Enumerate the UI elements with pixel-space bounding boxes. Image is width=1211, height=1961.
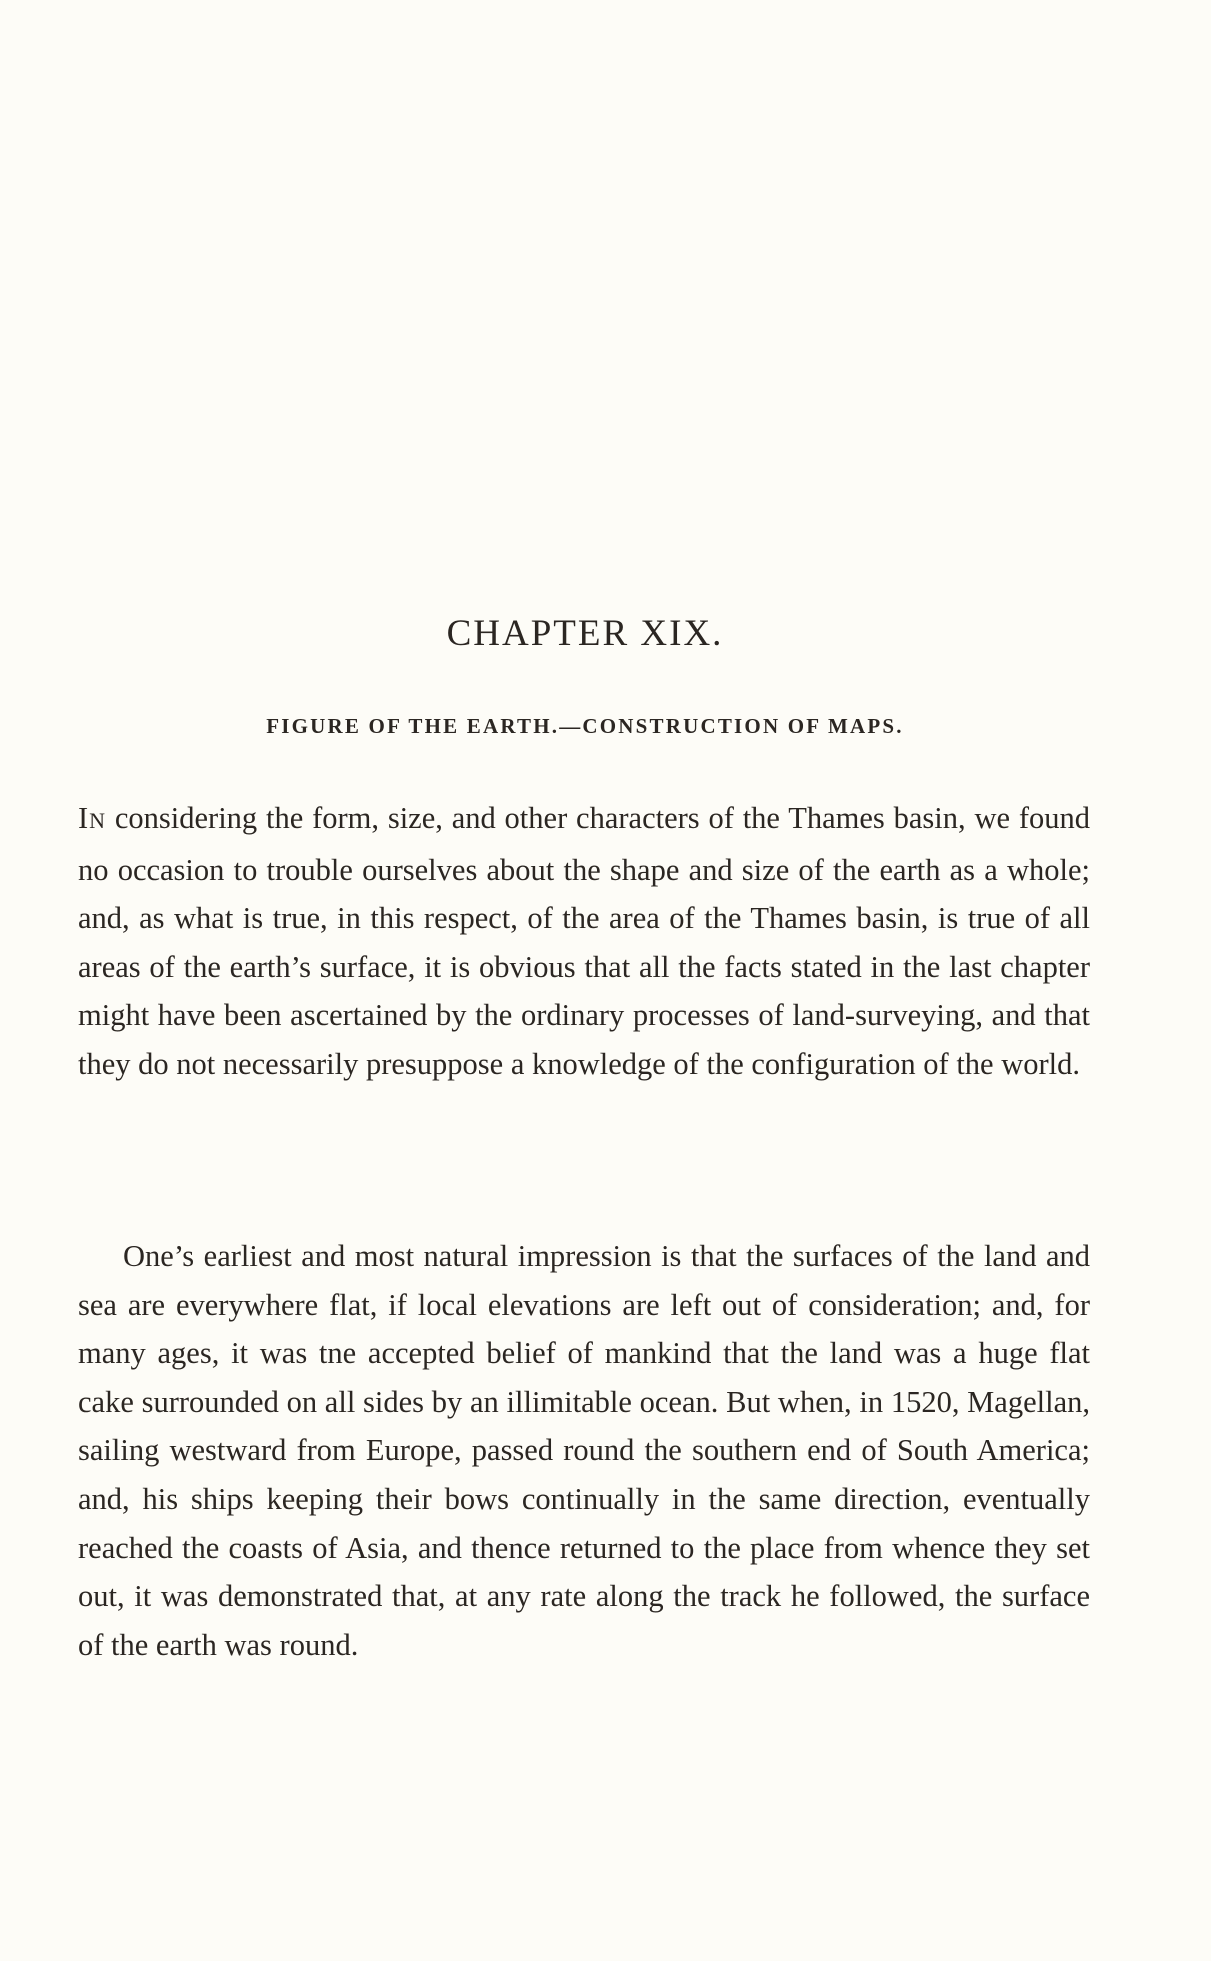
paragraph-2: One’s earliest and most natural impression is that the surfaces of the land and sea are everywhere flat, if local elevations are left out of consideration; and, for many ages, it was tne accepted belief of mankind that the land was a huge flat cake surrounded on all sides by an illimitable ocean. But when, in 1520, Magellan, sailing westward from Europe, passed round the southern end of South America; and, his ships keeping their bows continually in the same direction, eventually reached the coasts of Asia, and thence returned to the place from whence they set out, it was demonstrated that, at any rate along the track he followed, the surface of the earth was round. (78, 1239, 1090, 1662)
paragraph-1 (78, 794, 1090, 1089)
lead-capital: I (78, 801, 90, 835)
chapter-subtitle: FIGURE OF THE EARTH.—CONSTRUCTION OF MAPS. (266, 714, 904, 738)
chapter-title: CHAPTER XIX. (446, 613, 724, 654)
paragraph-1-lead (78, 801, 106, 835)
lead-small-caps: N (89, 808, 107, 833)
paragraph-1-text: considering the form, size, and other characters of the Thames basin, we found no occasion to trouble ourselves about the shape and size of the earth as a whole; and, as what is true, in this respect, of the area of the Thames basin, is true of all areas of the earth’s surface, it is obvious that all the facts stated in the last chapter might have been ascertained by the ordinary processes of land-surveying, and that they do not necessarily presuppose a knowledge of the configuration of the world. (78, 801, 1090, 1081)
